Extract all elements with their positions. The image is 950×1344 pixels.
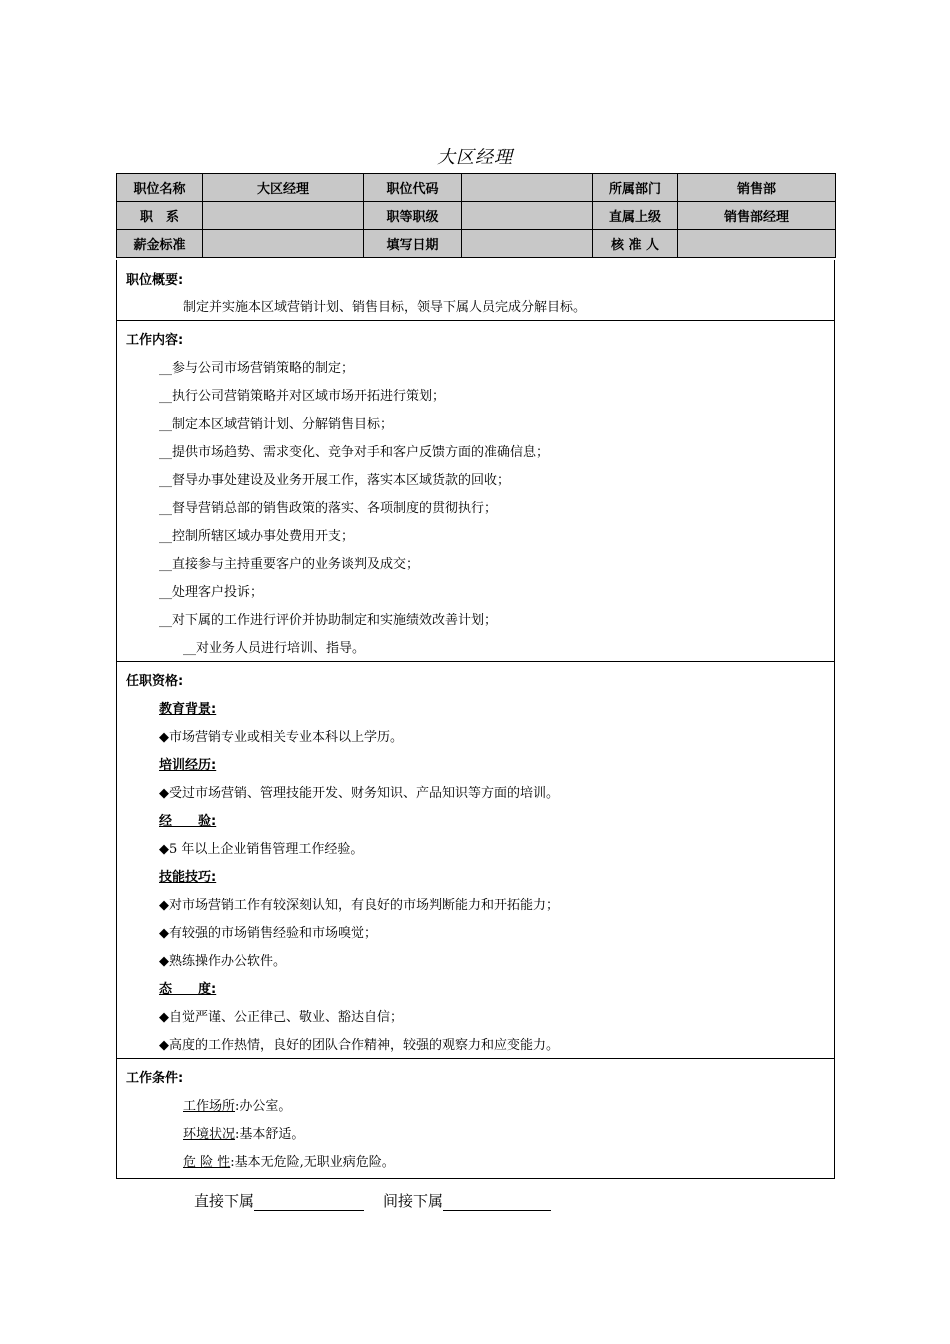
value-position-name: 大区经理 — [203, 174, 364, 202]
label-approver: 核 准 人 — [593, 230, 678, 258]
overview-section — [116, 260, 835, 321]
direct-subordinates-label: 直接下属 — [194, 1192, 255, 1210]
indirect-subordinates-label: 间接下属 — [383, 1192, 444, 1210]
experience-label: 经 验: — [159, 814, 217, 829]
workplace-label: 工作场所 — [183, 1099, 236, 1114]
training-label: 培训经历: — [159, 758, 217, 773]
skills-label: 技能技巧: — [159, 870, 217, 885]
list-item: __督导营销总部的销售政策的落实、各项制度的贯彻执行； — [159, 501, 498, 516]
list-item: ◆高度的工作热情，良好的团队合作精神，较强的观察力和应变能力。 — [159, 1038, 559, 1053]
conditions-section — [116, 1058, 835, 1179]
risk-label: 危 险 性 — [183, 1155, 231, 1170]
list-item: ◆熟练操作办公软件。 — [159, 954, 286, 969]
value-salary — [203, 230, 364, 258]
label-job-family: 职 系 — [117, 202, 203, 230]
risk-value: :基本无危险,无职业病危险。 — [230, 1155, 395, 1170]
indirect-subordinates-blank — [443, 1194, 551, 1211]
environment-value: :基本舒适。 — [235, 1127, 305, 1142]
value-position-code — [462, 174, 593, 202]
label-department: 所属部门 — [593, 174, 678, 202]
indirect-subordinates — [383, 1190, 551, 1211]
list-item: __控制所辖区域办事处费用开支； — [159, 529, 355, 544]
label-fill-date: 填写日期 — [364, 230, 462, 258]
value-job-family — [203, 202, 364, 230]
table-row — [117, 230, 836, 258]
qualification-section — [116, 661, 835, 1059]
list-item: __执行公司营销策略并对区域市场开拓进行策划； — [159, 389, 446, 404]
label-grade: 职等职级 — [364, 202, 462, 230]
list-item: ◆有较强的市场销售经验和市场嗅觉； — [159, 926, 377, 941]
value-supervisor: 销售部经理 — [678, 202, 836, 230]
list-item: __对下属的工作进行评价并协助制定和实施绩效改善计划； — [159, 613, 498, 628]
list-item: __督导办事处建设及业务开展工作，落实本区域货款的回收； — [159, 473, 511, 488]
environment-line — [183, 1123, 304, 1142]
list-item: __处理客户投诉； — [159, 585, 264, 600]
value-fill-date — [462, 230, 593, 258]
overview-title: 职位概要: — [126, 273, 184, 288]
education-text: ◆市场营销专业或相关专业本科以上学历。 — [159, 730, 403, 745]
list-item: __制定本区域营销计划、分解销售目标； — [159, 417, 394, 432]
list-item: __参与公司市场营销策略的制定； — [159, 361, 355, 376]
environment-label: 环境状况 — [183, 1127, 236, 1142]
workplace-line — [183, 1095, 291, 1114]
label-salary: 薪金标准 — [117, 230, 203, 258]
direct-subordinates — [194, 1190, 364, 1211]
value-grade — [462, 202, 593, 230]
attitude-label: 态 度: — [159, 982, 217, 997]
work-title: 工作内容: — [126, 333, 184, 348]
list-item: ◆对市场营销工作有较深刻认知，有良好的市场判断能力和开拓能力； — [159, 898, 559, 913]
list-item: __直接参与主持重要客户的业务谈判及成交； — [159, 557, 420, 572]
workplace-value: :办公室。 — [235, 1099, 292, 1114]
list-item: ◆自觉严谨、公正律己、敬业、豁达自信； — [159, 1010, 403, 1025]
info-table — [116, 173, 836, 258]
label-position-name: 职位名称 — [117, 174, 203, 202]
list-item: __提供市场趋势、需求变化、竞争对手和客户反馈方面的准确信息； — [159, 445, 550, 460]
experience-text: ◆5 年以上企业销售管理工作经验。 — [159, 842, 364, 857]
list-item: __对业务人员进行培训、指导。 — [183, 641, 366, 656]
value-department: 销售部 — [678, 174, 836, 202]
value-approver — [678, 230, 836, 258]
label-supervisor: 直属上级 — [593, 202, 678, 230]
qualification-title: 任职资格: — [126, 674, 184, 689]
conditions-title: 工作条件: — [126, 1071, 184, 1086]
direct-subordinates-blank — [254, 1194, 364, 1211]
work-section — [116, 320, 835, 662]
risk-line — [183, 1151, 395, 1170]
overview-text: 制定并实施本区域营销计划、销售目标，领导下属人员完成分解目标。 — [183, 300, 587, 315]
table-row — [117, 202, 836, 230]
education-label: 教育背景: — [159, 702, 217, 717]
page-title: 大区经理 — [437, 147, 513, 168]
training-text: ◆受过市场营销、管理技能开发、财务知识、产品知识等方面的培训。 — [159, 786, 559, 801]
label-position-code: 职位代码 — [364, 174, 462, 202]
table-row — [117, 174, 836, 202]
